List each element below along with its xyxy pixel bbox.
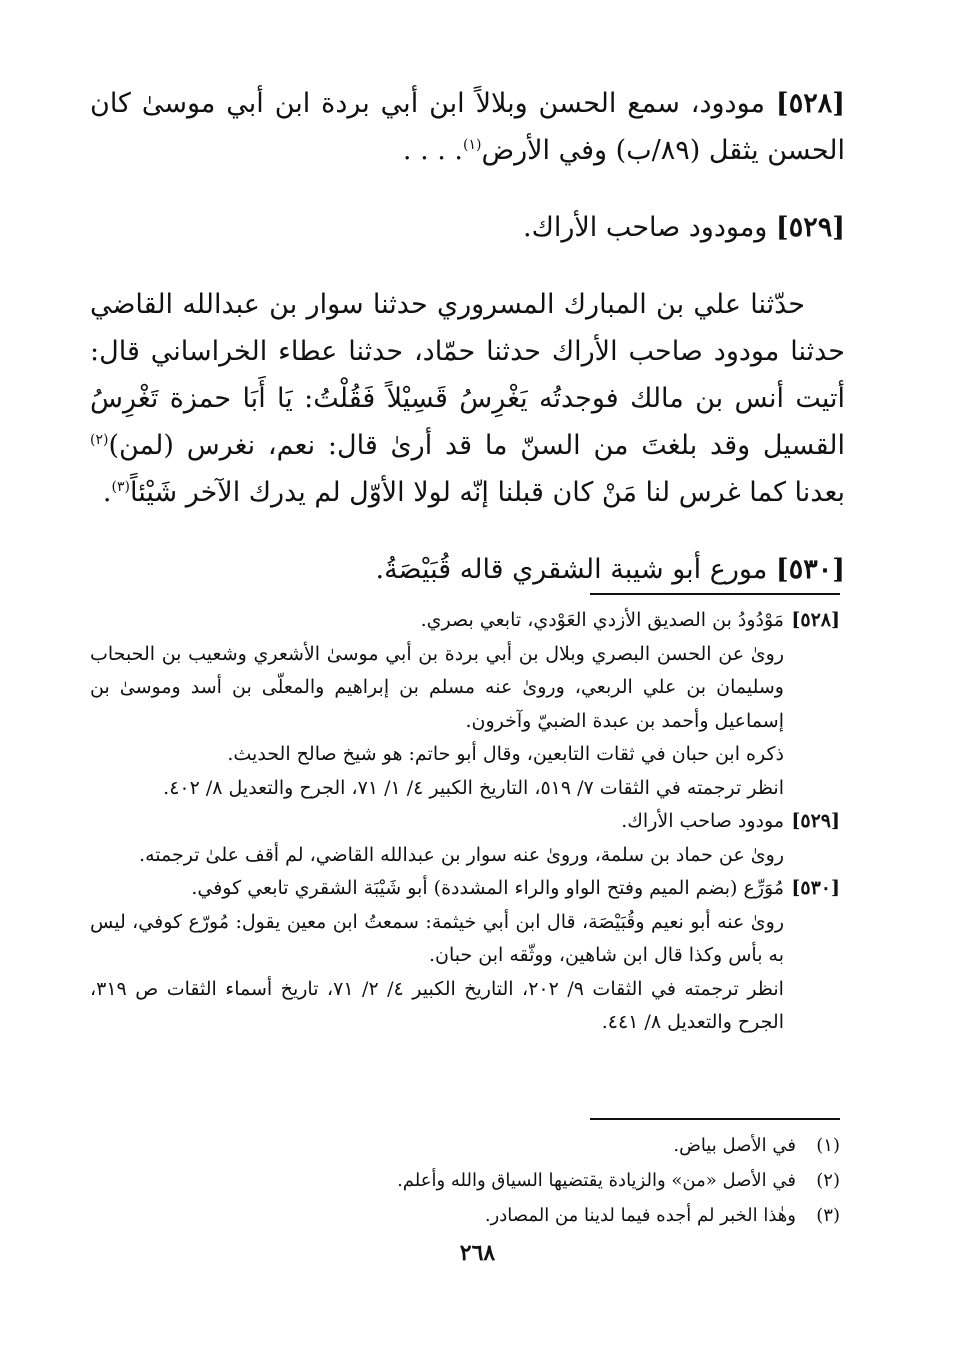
note-line: روىٰ عن الحسن البصري وبلال بن أبي بردة بن أبي موسىٰ الأشعري وشعيب بن الحبحاب وسليمان بن علي الربعي، وروىٰ عنه مسلم بن إبراهيم والمعلّى بن أسد وموسىٰ بن إسماعيل وأحمد بن عبدة الضبيّ وآخرون.: [90, 642, 784, 732]
entry-number: [٥٢٩]: [775, 212, 845, 243]
note-529: [90, 805, 840, 839]
footnote: [90, 1128, 840, 1163]
note-530: [90, 872, 840, 906]
entry-529: [90, 204, 845, 251]
footnote-number: (٢): [816, 1170, 840, 1191]
entry-530: [90, 546, 845, 593]
notes-divider: [590, 593, 840, 595]
period: .: [102, 477, 112, 508]
footnote-number: (١): [816, 1135, 840, 1156]
footnote-number: (٣): [816, 1205, 840, 1226]
note-heading: مُوَرِّع (بضم الميم وفتح الواو والراء المشددة) أبو شَيْبَة الشقري تابعي كوفي.: [191, 877, 784, 899]
footnote-text: وهٰذا الخبر لم أجده فيما لدينا من المصادر.: [484, 1205, 796, 1226]
note-heading: مودود صاحب الأراك.: [621, 810, 784, 832]
footnote-ref: (٣): [111, 479, 130, 495]
footnote-text: في الأصل بياض.: [673, 1135, 796, 1156]
hadith-text-cont: بعدنا كما غرس لنا مَنْ كان قبلنا إنّه لولا الأوّل لم يدرك الآخر شَيْئاً: [129, 477, 845, 508]
hadith-paragraph: [90, 281, 845, 516]
note-line: روىٰ عنه أبو نعيم وقُبَيْصَة، قال ابن أبي خيثمة: سمعتُ ابن معين يقول: مُورّع كوفي، ليس به بأس وكذا قال ابن شاهين، ووثّقه ابن حبان.: [90, 910, 784, 966]
entry-528: [90, 80, 845, 174]
hadith-text: حدّثنا علي بن المبارك المسروري حدثنا سوار بن عبدالله القاضي حدثنا مودود صاحب الأراك حدثنا حمّاد، حدثنا عطاء الخراساني قال: أتيت أنس بن مالك فوجدتُه يَغْرِسُ قَسِيْلاً فَقُلْتُ: يَا أَبَا حمزة تَغْرِسُ القسيل وقد بلغتَ من السنّ ما قد أرىٰ قال: نعم، نغرس (لمن): [90, 289, 845, 461]
note-528: [90, 604, 840, 638]
entry-text: مورع أبو شيبة الشقري قاله قُبَيْصَةُ.: [375, 554, 768, 585]
main-text: [90, 80, 845, 617]
note-number: [٥٢٨]: [791, 609, 840, 631]
entry-number: [٥٢٨]: [775, 88, 845, 119]
note-line: انظر ترجمته في الثقات ٩/ ٢٠٢، التاريخ الكبير ٤/ ٢/ ٧١، تاريخ أسماء الثقات ص ٣١٩، الجرح والتعديل ٨/ ٤٤١.: [90, 977, 784, 1033]
footnotes: [90, 1128, 840, 1233]
note-line: روىٰ عن حماد بن سلمة، وروىٰ عنه سوار بن عبدالله القاضي، لم أقف علىٰ ترجمته.: [139, 843, 784, 866]
footnote-ref: (١): [463, 137, 482, 153]
note-line: انظر ترجمته في الثقات ٧/ ٥١٩، التاريخ الكبير ٤/ ١/ ٧١، الجرح والتعديل ٨/ ٤٠٢.: [163, 776, 784, 799]
annotations: [90, 604, 840, 1040]
note-number: [٥٢٩]: [791, 810, 840, 832]
footnote: [90, 1198, 840, 1233]
footnotes-divider: [590, 1118, 840, 1120]
note-number: [٥٣٠]: [791, 877, 840, 899]
ellipsis: . . . .: [402, 135, 463, 166]
page-number: ٢٦٨: [459, 1240, 496, 1266]
note-heading: مَوْدُودُ بن الصديق الأزدي العَوْدي، تابعي بصري.: [420, 609, 784, 631]
footnote: [90, 1163, 840, 1198]
footnote-text: في الأصل «من» والزيادة يقتضيها السياق والله وأعلم.: [397, 1170, 796, 1191]
entry-number: [٥٣٠]: [775, 554, 845, 585]
footnote-ref: (٢): [90, 432, 109, 448]
note-line: ذكره ابن حبان في ثقات التابعين، وقال أبو حاتم: هو شيخ صالح الحديث.: [227, 743, 784, 765]
entry-text: مودود، سمع الحسن وبلالاً ابن أبي بردة ابن أبي موسىٰ كان الحسن يثقل (٨٩/ب) وفي الأرض: [90, 88, 845, 166]
entry-text: ومودود صاحب الأراك.: [522, 212, 768, 243]
